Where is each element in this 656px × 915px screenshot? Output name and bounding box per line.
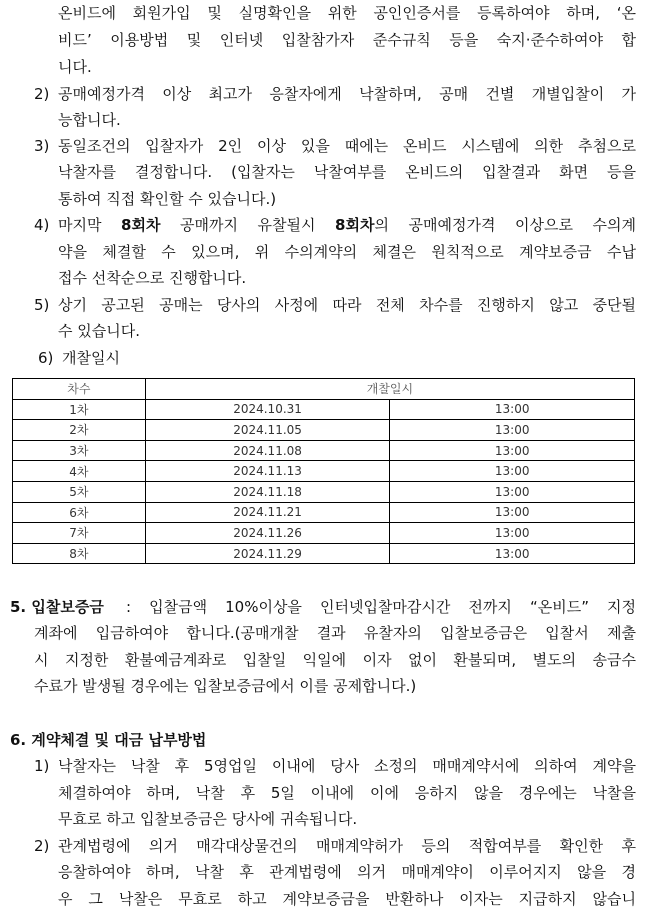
item-number: 4): [34, 216, 50, 234]
round-cell: 5차: [13, 481, 146, 502]
time-cell: 13:00: [390, 543, 635, 564]
item-number: 3): [34, 137, 50, 155]
section-5-title: 5. 입찰보증금: [10, 598, 104, 616]
s6-item-2-line-3: 우 그 낙찰은 무효로 하고 계약보증금을 반환하나 이자는 지급하지 않습니: [58, 890, 636, 908]
section-5-line-3: 시 지정한 환불예금계좌로 입찰일 익일에 이자 없이 환불되며, 별도의 송금수: [34, 651, 636, 669]
round-cell: 7차: [13, 523, 146, 544]
table-row: [13, 543, 635, 564]
time-cell: 13:00: [390, 523, 635, 544]
section-5-line-1: : 입찰금액 10%이상을 인터넷입찰마감시간 전까지 “온비드” 지정: [126, 598, 636, 616]
item-4-line-2: 약을 체결할 수 있으며, 위 수의계약의 체결은 원칙적으로 계약보증금 수납: [58, 243, 636, 261]
time-cell: 13:00: [390, 420, 635, 441]
item-4-line-1: 마지막 8회차 공매까지 유찰될시 8회차의 공매예정가격 이상으로 수의계: [58, 216, 636, 234]
item-number: 1): [34, 757, 50, 775]
intro-line-3: 니다.: [58, 58, 92, 76]
schedule-table: [12, 378, 635, 564]
time-cell: 13:00: [390, 502, 635, 523]
time-cell: 13:00: [390, 461, 635, 482]
item-4-line-3: 접수 선착순으로 진행합니다.: [58, 269, 247, 287]
s6-item-2-line-2: 응찰하여야 하며, 낙찰 후 관계법령에 의거 매매계약이 이루어지지 않을 경: [58, 863, 636, 881]
item-3-line-3: 통하여 직접 확인할 수 있습니다.): [58, 190, 277, 208]
table-row: [13, 420, 635, 441]
s6-item-2-line-1: 관계법령에 의거 매각대상물건의 매매계약허가 등의 적합여부를 확인한 후: [58, 837, 636, 855]
section-6-title: 6. 계약체결 및 대금 납부방법: [10, 731, 207, 749]
date-cell: 2024.11.18: [145, 481, 390, 502]
date-cell: 2024.11.05: [145, 420, 390, 441]
date-cell: 2024.11.29: [145, 543, 390, 564]
section-5-line-2: 계좌에 입금하여야 합니다.(공매개찰 결과 유찰자의 입찰보증금은 입찰서 제출: [34, 624, 636, 642]
intro-line-2: 비드’ 이용방법 및 인터넷 입찰참가자 준수규칙 등을 숙지·준수하여야 합: [58, 31, 636, 49]
item-2-line-1: 공매예정가격 이상 최고가 응찰자에게 낙찰하며, 공매 건별 개별입찰이 가: [58, 85, 636, 103]
round-cell: 3차: [13, 440, 146, 461]
time-cell: 13:00: [390, 481, 635, 502]
table-row: [13, 481, 635, 502]
round-cell: 6차: [13, 502, 146, 523]
bold-round-text: 8회차: [121, 216, 161, 234]
item-5-line-2: 수 있습니다.: [58, 322, 140, 340]
item-3-line-2: 낙찰자를 결정합니다. (입찰자는 낙찰여부를 온비드의 입찰결과 화면 등을: [58, 163, 636, 181]
round-cell: 4차: [13, 461, 146, 482]
date-cell: 2024.11.08: [145, 440, 390, 461]
date-cell: 2024.11.21: [145, 502, 390, 523]
intro-line-1: 온비드에 회원가입 및 실명확인을 위한 공인인증서를 등록하여야 하며, ‘온: [58, 4, 636, 22]
table-row: [13, 440, 635, 461]
table-header-row: [13, 379, 635, 400]
item-number: 2): [34, 837, 50, 855]
date-cell: 2024.10.31: [145, 399, 390, 420]
table-row: [13, 399, 635, 420]
s6-item-1-line-3: 무효로 하고 입찰보증금은 당사에 귀속됩니다.: [58, 810, 358, 828]
table-row: [13, 502, 635, 523]
table-row: [13, 523, 635, 544]
s6-item-1-line-1: 낙찰자는 낙찰 후 5영업일 이내에 당사 소정의 매매계약서에 의하여 계약을: [58, 757, 636, 775]
bold-round-text: 8회차: [335, 216, 375, 234]
header-datetime: 개찰일시: [145, 379, 634, 400]
table-row: [13, 461, 635, 482]
round-cell: 1차: [13, 399, 146, 420]
header-round: 차수: [13, 379, 146, 400]
item-number: 2): [34, 85, 50, 103]
section-5-line-4: 수료가 발생될 경우에는 입찰보증금에서 이를 공제합니다.): [34, 677, 417, 695]
item-3-line-1: 동일조건의 입찰자가 2인 이상 있을 때에는 온비드 시스템에 의한 추첨으로: [58, 137, 636, 155]
round-cell: 8차: [13, 543, 146, 564]
item-5-line-1: 상기 공고된 공매는 당사의 사정에 따라 전체 차수를 진행하지 않고 중단될: [58, 296, 636, 314]
schedule-label: 개찰일시: [62, 349, 120, 367]
date-cell: 2024.11.13: [145, 461, 390, 482]
item-number: 6): [38, 349, 54, 367]
time-cell: 13:00: [390, 440, 635, 461]
time-cell: 13:00: [390, 399, 635, 420]
round-cell: 2차: [13, 420, 146, 441]
date-cell: 2024.11.26: [145, 523, 390, 544]
s6-item-1-line-2: 체결하여야 하며, 낙찰 후 5일 이내에 이에 응하지 않을 경우에는 낙찰을: [58, 784, 636, 802]
item-number: 5): [34, 296, 50, 314]
item-2-line-2: 능합니다.: [58, 111, 121, 129]
